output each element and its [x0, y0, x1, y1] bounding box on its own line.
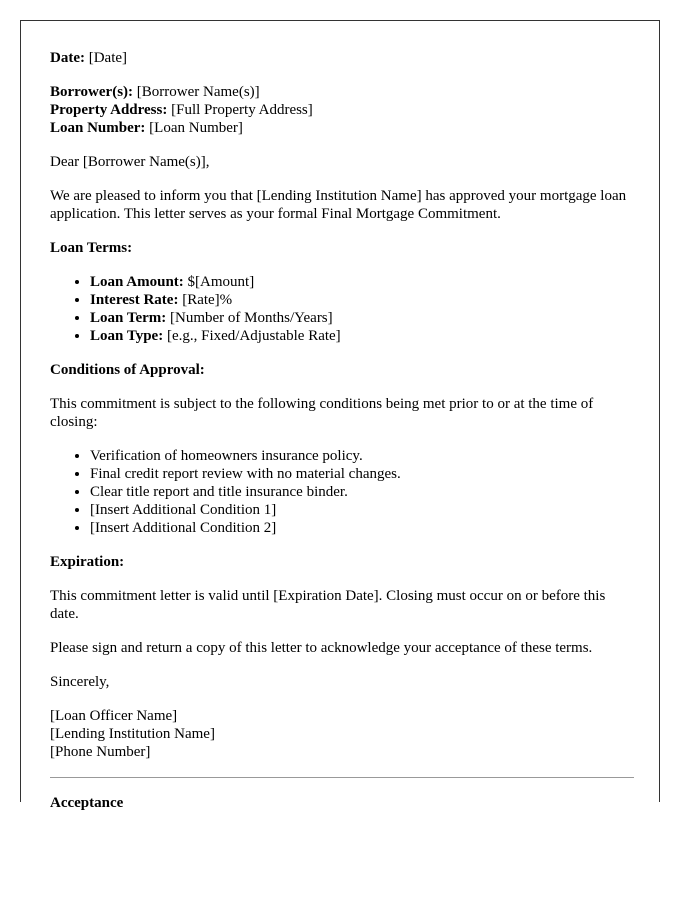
loan-number-label: Loan Number:	[50, 120, 146, 136]
expiration-heading	[50, 553, 635, 571]
property-value: [Full Property Address]	[171, 102, 313, 118]
letter-body	[50, 49, 635, 812]
term-label: Loan Amount:	[90, 274, 184, 290]
date-line	[50, 49, 635, 67]
list-item	[90, 309, 635, 327]
list-item: • Clear title report and title insurance binder.	[90, 483, 635, 501]
loan-number-line	[50, 119, 635, 137]
intro-paragraph: We are pleased to inform you that [Lending Institution Name] has approved your mortgage loan application. This letter serves as your formal Final Mortgage Commitment.	[50, 188, 627, 222]
loan-info-block	[50, 83, 635, 137]
closing: Sincerely,	[50, 674, 110, 690]
list-item	[90, 273, 635, 291]
conditions-heading-text: Conditions of Approval:	[50, 362, 205, 378]
term-label: Loan Type:	[90, 328, 164, 344]
letter-page	[20, 20, 660, 811]
phone-number: [Phone Number]	[50, 744, 151, 760]
conditions-heading	[50, 361, 635, 379]
term-value: [e.g., Fixed/Adjustable Rate]	[166, 328, 341, 344]
date-value: [Date]	[88, 50, 128, 66]
conditions-list	[50, 447, 635, 537]
loan-terms-heading	[50, 239, 635, 257]
divider	[50, 777, 634, 778]
salutation: Dear [Borrower Name(s)],	[50, 154, 210, 170]
expiration-heading-text: Expiration:	[50, 554, 125, 570]
acceptance-heading: Acceptance	[50, 795, 124, 811]
list-item: • Final credit report review with no material changes.	[90, 465, 635, 483]
term-label: Interest Rate:	[90, 292, 179, 308]
borrower-line	[50, 83, 635, 101]
term-value: [Number of Months/Years]	[170, 310, 333, 326]
list-item: • [Insert Additional Condition 2]	[90, 519, 635, 537]
term-label: Loan Term:	[90, 310, 167, 326]
list-item: • Verification of homeowners insurance policy.	[90, 447, 635, 465]
signature-block	[50, 707, 635, 761]
sign-request: Please sign and return a copy of this letter to acknowledge your acceptance of these terms.	[50, 640, 593, 656]
list-item	[90, 291, 635, 309]
term-value: [Rate]%	[182, 292, 233, 308]
borrower-label: Borrower(s):	[50, 84, 134, 100]
list-item	[90, 327, 635, 345]
loan-number-value: [Loan Number]	[149, 120, 243, 136]
expiration-text: This commitment letter is valid until [Expiration Date]. Closing must occur on or before this date.	[50, 588, 606, 622]
list-item: • [Insert Additional Condition 1]	[90, 501, 635, 519]
borrower-value: [Borrower Name(s)]	[136, 84, 260, 100]
loan-terms-list	[50, 273, 635, 345]
officer-name: [Loan Officer Name]	[50, 708, 178, 724]
property-label: Property Address:	[50, 102, 168, 118]
loan-terms-heading-text: Loan Terms:	[50, 240, 133, 256]
institution-name: [Lending Institution Name]	[50, 726, 215, 742]
term-value: $[Amount]	[187, 274, 255, 290]
property-line	[50, 101, 635, 119]
date-label: Date:	[50, 50, 85, 66]
conditions-intro: This commitment is subject to the following conditions being met prior to or at the time of closing:	[50, 396, 594, 430]
